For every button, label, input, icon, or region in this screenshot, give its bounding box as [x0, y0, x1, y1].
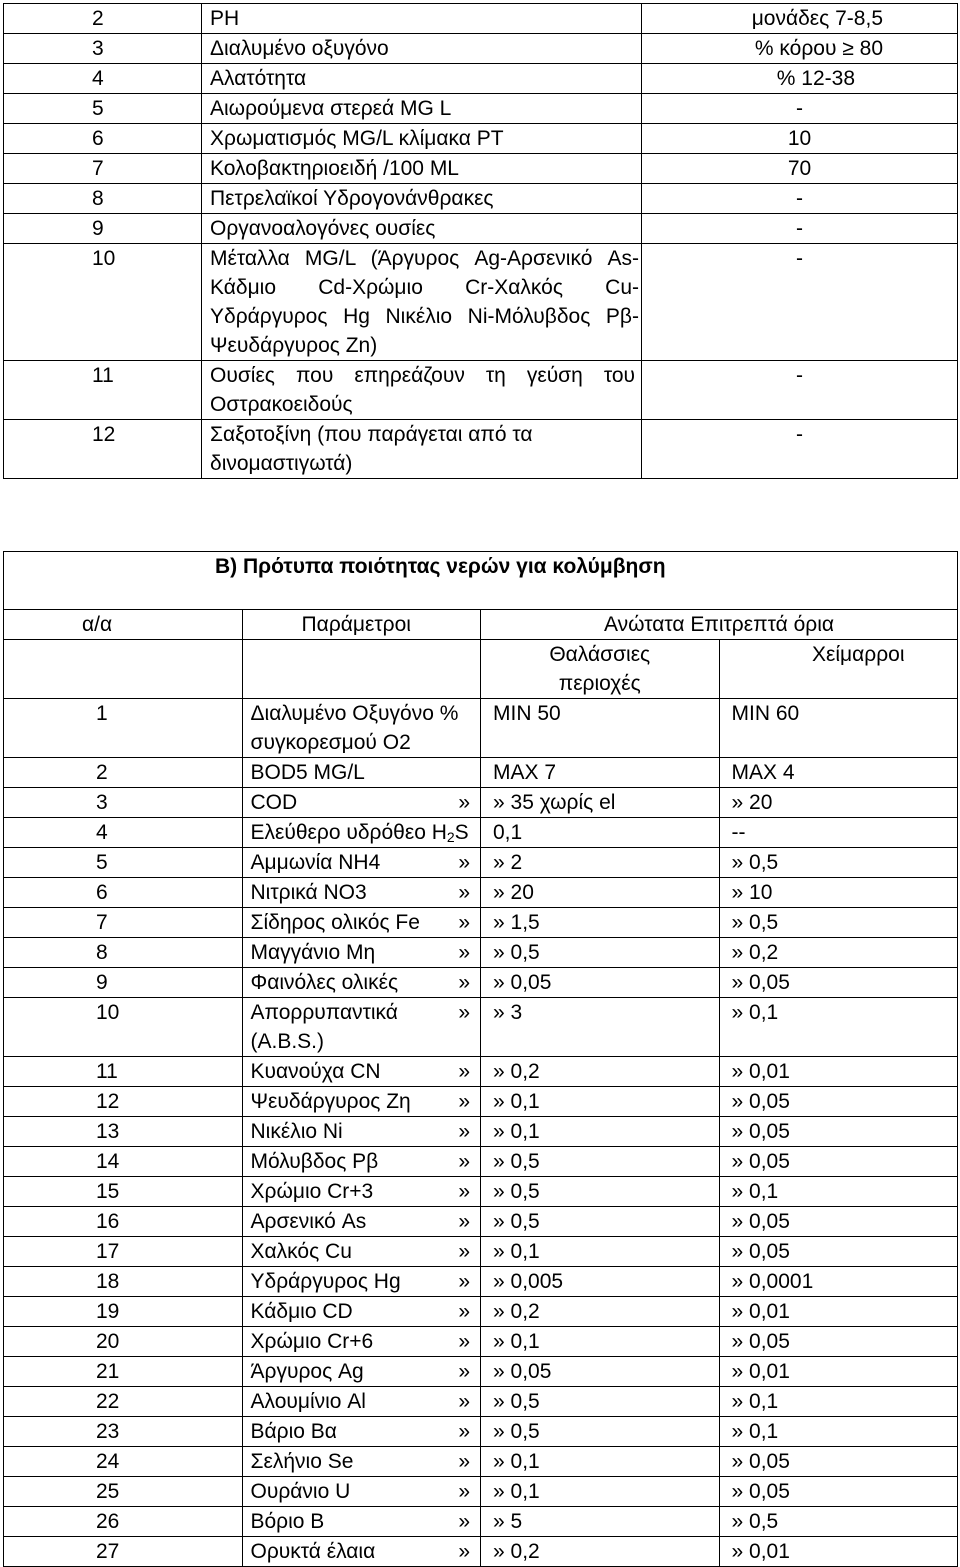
river-limit: » 0,1: [719, 998, 958, 1057]
parameter-value: % 12-38: [642, 64, 958, 94]
row-number: 11: [4, 361, 202, 420]
ditto-mark: »: [458, 1420, 470, 1443]
parameter-name: Βάριο Βα: [250, 1420, 337, 1443]
row-number: 14: [4, 1147, 243, 1177]
ditto-mark: »: [458, 1270, 470, 1293]
row-number: 6: [4, 124, 202, 154]
sea-limit: » 0,5: [481, 1207, 720, 1237]
sea-limit: » 0,5: [481, 1147, 720, 1177]
sea-limit: MAX 7: [481, 758, 720, 788]
sea-limit: » 0,005: [481, 1267, 720, 1297]
row-number: 15: [4, 1177, 243, 1207]
parameter-cell: [242, 1537, 481, 1567]
river-limit: » 20: [719, 788, 958, 818]
parameter-name: Διαλυμένο Οξυγόνο % συγκορεσμού Ο2: [250, 702, 459, 754]
table-row: [4, 848, 958, 878]
row-number: 11: [4, 1057, 243, 1087]
row-number: 9: [4, 968, 243, 998]
river-limit: » 0,01: [719, 1357, 958, 1387]
ditto-mark: »: [458, 971, 470, 994]
row-number: 10: [4, 998, 243, 1057]
parameter-name: Νιτρικά NO3: [250, 881, 367, 904]
row-number: 18: [4, 1267, 243, 1297]
row-number: 26: [4, 1507, 243, 1537]
row-number: 17: [4, 1237, 243, 1267]
parameter-cell: [242, 1477, 481, 1507]
parameter-name: Φαινόλες ολικές: [250, 971, 399, 994]
table-row: [4, 154, 958, 184]
row-number: 22: [4, 1387, 243, 1417]
table-row: [4, 758, 958, 788]
row-number: 23: [4, 1417, 243, 1447]
table-row: [4, 1537, 958, 1567]
parameter-name-part: Ελεύθερο υδρόθεο H: [250, 821, 447, 844]
parameter-name: Υδράργυρος Hg: [250, 1270, 401, 1293]
table-title: Β) Πρότυπα ποιότητας νερών για κολύμβηση: [4, 552, 958, 610]
row-number: 12: [4, 1087, 243, 1117]
river-limit: » 0,1: [719, 1417, 958, 1447]
parameter-name: COD: [250, 791, 298, 814]
parameter-name: Αλουμίνιο Al: [250, 1390, 366, 1413]
river-limit: » 0,5: [719, 908, 958, 938]
parameter-name: Σελήνιο Se: [250, 1450, 354, 1473]
parameter-cell: [242, 788, 481, 818]
table-row: [4, 1327, 958, 1357]
header-limits: Ανώτατα Επιτρεπτά όρια: [481, 610, 958, 640]
parameter-name: Χαλκός Cu: [250, 1240, 352, 1263]
ditto-mark: »: [458, 1180, 470, 1203]
row-number: 27: [4, 1537, 243, 1567]
ditto-mark: »: [458, 1360, 470, 1383]
parameter-name: Άργυρος Ag: [250, 1360, 364, 1383]
table-row: [4, 184, 958, 214]
ditto-mark: »: [458, 881, 470, 904]
sea-limit: » 20: [481, 878, 720, 908]
ditto-mark: »: [458, 1540, 470, 1563]
parameter-cell: [242, 1177, 481, 1207]
ditto-mark: »: [458, 791, 470, 814]
ditto-mark: »: [458, 1330, 470, 1353]
ditto-mark: »: [458, 1240, 470, 1263]
parameter-value: -: [642, 94, 958, 124]
table-row: [4, 1297, 958, 1327]
sea-limit: » 5: [481, 1507, 720, 1537]
row-number: 21: [4, 1357, 243, 1387]
row-number: 9: [4, 214, 202, 244]
header-number: α/α: [4, 610, 243, 640]
row-number: 12: [4, 420, 202, 479]
parameter-name: Αιωρούμενα στερεά MG L: [202, 94, 642, 124]
table-row: [4, 1087, 958, 1117]
river-limit: MAX 4: [719, 758, 958, 788]
parameter-cell: [242, 1387, 481, 1417]
ditto-mark: »: [458, 1390, 470, 1413]
table-row: [4, 1417, 958, 1447]
ditto-mark: »: [458, 851, 470, 874]
river-limit: » 0,01: [719, 1057, 958, 1087]
parameter-cell: [242, 968, 481, 998]
table-row: [4, 878, 958, 908]
parameter-value: -: [642, 420, 958, 479]
river-limit: » 0,05: [719, 1147, 958, 1177]
sea-limit: » 0,05: [481, 968, 720, 998]
parameter-name: BOD5 MG/L: [250, 761, 365, 784]
parameter-name: Κυανούχα CN: [250, 1060, 381, 1083]
table-row: [4, 124, 958, 154]
parameter-name: Πετρελαϊκοί Υδρογονάνθρακες: [202, 184, 642, 214]
ditto-mark: »: [458, 1150, 470, 1173]
header-sea-areas: Θαλάσσιες περιοχές: [481, 640, 720, 699]
row-number: 4: [4, 818, 243, 848]
parameter-cell: [242, 1057, 481, 1087]
table-row: [4, 1507, 958, 1537]
parameter-cell: [242, 1087, 481, 1117]
table-row: [4, 1447, 958, 1477]
sea-limit: 0,1: [481, 818, 720, 848]
sea-limit: » 0,5: [481, 1177, 720, 1207]
parameter-value: -: [642, 361, 958, 420]
row-number: 6: [4, 878, 243, 908]
sea-limit: » 0,1: [481, 1327, 720, 1357]
row-number: 5: [4, 848, 243, 878]
parameter-cell: [242, 1507, 481, 1537]
table-row: [4, 1387, 958, 1417]
table-row: [4, 1237, 958, 1267]
river-limit: » 0,01: [719, 1537, 958, 1567]
row-number: 7: [4, 154, 202, 184]
ditto-mark: »: [458, 1510, 470, 1533]
ditto-mark: »: [458, 1450, 470, 1473]
sea-limit: » 0,05: [481, 1357, 720, 1387]
table-row: [4, 1177, 958, 1207]
river-limit: » 0,1: [719, 1387, 958, 1417]
river-limit: » 0,2: [719, 938, 958, 968]
river-limit: » 0,05: [719, 1327, 958, 1357]
sea-limit: MIN 50: [481, 699, 720, 758]
table-row: [4, 699, 958, 758]
parameter-cell: [242, 1207, 481, 1237]
table-row: [4, 4, 958, 34]
table-row: [4, 1117, 958, 1147]
parameter-cell: [242, 818, 481, 848]
parameter-cell: [242, 1327, 481, 1357]
parameter-cell: [242, 699, 481, 758]
table-row: [4, 94, 958, 124]
river-limit: » 0,05: [719, 1087, 958, 1117]
table-title-row: [4, 552, 958, 610]
parameter-name: Νικέλιο Ni: [250, 1120, 343, 1143]
parameter-cell: [242, 1267, 481, 1297]
sea-limit: » 0,1: [481, 1447, 720, 1477]
sea-limit: » 35 χωρίς el: [481, 788, 720, 818]
ditto-mark: »: [458, 1120, 470, 1143]
sea-limit: » 0,2: [481, 1537, 720, 1567]
table-subheader-row: [4, 640, 958, 699]
ditto-mark: »: [458, 1090, 470, 1113]
row-number: 16: [4, 1207, 243, 1237]
sea-limit: » 0,1: [481, 1087, 720, 1117]
parameter-name-part: S: [454, 821, 469, 844]
table-row: [4, 818, 958, 848]
row-number: 19: [4, 1297, 243, 1327]
table-row: [4, 244, 958, 361]
parameter-cell: [242, 1447, 481, 1477]
parameter-name: Σίδηρος ολικός Fe: [250, 911, 420, 934]
parameter-cell: [242, 758, 481, 788]
sea-limit: » 0,1: [481, 1117, 720, 1147]
row-number: 8: [4, 184, 202, 214]
sea-limit: » 0,1: [481, 1237, 720, 1267]
parameter-cell: [242, 848, 481, 878]
sea-limit: » 2: [481, 848, 720, 878]
sea-limit: » 0,1: [481, 1477, 720, 1507]
sea-limit: » 0,5: [481, 1387, 720, 1417]
row-number: 25: [4, 1477, 243, 1507]
parameter-name: Κάδμιο CD: [250, 1300, 353, 1323]
row-number: 3: [4, 34, 202, 64]
river-limit: » 0,0001: [719, 1267, 958, 1297]
parameter-name: Χρωματισμός MG/L κλίμακα PT: [202, 124, 642, 154]
ditto-mark: »: [458, 1210, 470, 1233]
table-row: [4, 1147, 958, 1177]
parameter-name: Αλατότητα: [202, 64, 642, 94]
parameter-value: % κόρου ≥ 80: [642, 34, 958, 64]
parameter-name: Ουσίες που επηρεάζουν τη γεύση του Οστρακοειδούς: [202, 361, 642, 420]
row-number: 2: [4, 4, 202, 34]
river-limit: » 0,5: [719, 1507, 958, 1537]
parameter-cell: [242, 878, 481, 908]
table-b: [3, 551, 958, 1567]
row-number: 10: [4, 244, 202, 361]
parameter-name: Απορρυπαντικά (A.B.S.): [250, 1001, 398, 1053]
row-number: 13: [4, 1117, 243, 1147]
ditto-mark: »: [458, 1300, 470, 1323]
table-row: [4, 788, 958, 818]
row-number: 1: [4, 699, 243, 758]
parameter-name: Χρώμιο Cr+6: [250, 1330, 374, 1353]
parameter-name: [251, 818, 469, 847]
river-limit: » 0,05: [719, 1477, 958, 1507]
river-limit: » 10: [719, 878, 958, 908]
river-limit: » 0,01: [719, 1297, 958, 1327]
parameter-name: PH: [202, 4, 642, 34]
river-limit: » 0,05: [719, 1447, 958, 1477]
sea-limit: » 1,5: [481, 908, 720, 938]
table-row: [4, 908, 958, 938]
river-limit: --: [719, 818, 958, 848]
parameter-name: Ουράνιο U: [250, 1480, 351, 1503]
parameter-cell: [242, 1297, 481, 1327]
parameter-cell: [242, 998, 481, 1057]
parameter-value: -: [642, 214, 958, 244]
parameter-cell: [242, 1147, 481, 1177]
parameter-name: Σαξοτοξίνη (που παράγεται από τα δινομαστιγωτά): [202, 420, 642, 479]
table-a: [3, 3, 958, 479]
parameter-value: -: [642, 244, 958, 361]
parameter-name: Οργανοαλογόνες ουσίες: [202, 214, 642, 244]
table-row: [4, 420, 958, 479]
table-row: [4, 361, 958, 420]
table-row: [4, 968, 958, 998]
row-number: 5: [4, 94, 202, 124]
parameter-name: Αμμωνία NH4: [250, 851, 381, 874]
table-row: [4, 1057, 958, 1087]
row-number: 8: [4, 938, 243, 968]
header-rivers: Χείμαρροι: [719, 640, 958, 699]
parameter-name: Ψευδάργυρος Zη: [250, 1090, 411, 1113]
ditto-mark: »: [458, 1480, 470, 1503]
table-header-row: [4, 610, 958, 640]
row-number: 24: [4, 1447, 243, 1477]
sea-limit: » 3: [481, 998, 720, 1057]
table-row: [4, 1477, 958, 1507]
parameter-value: -: [642, 184, 958, 214]
river-limit: MIN 60: [719, 699, 958, 758]
parameter-value: μονάδες 7-8,5: [642, 4, 958, 34]
river-limit: » 0,05: [719, 1207, 958, 1237]
parameter-name: Διαλυμένο οξυγόνο: [202, 34, 642, 64]
ditto-mark: »: [458, 911, 470, 934]
parameter-name: Μόλυβδος Ρβ: [250, 1150, 379, 1173]
table-b-body: [4, 699, 958, 1567]
parameter-name: Μαγγάνιο Mη: [250, 941, 376, 964]
parameter-name: Αρσενικό As: [250, 1210, 367, 1233]
ditto-mark: »: [458, 1060, 470, 1083]
parameter-name: Κολοβακτηριοειδή /100 ML: [202, 154, 642, 184]
parameter-cell: [242, 1117, 481, 1147]
sea-limit: » 0,2: [481, 1057, 720, 1087]
row-number: 7: [4, 908, 243, 938]
parameter-cell: [242, 1417, 481, 1447]
river-limit: » 0,5: [719, 848, 958, 878]
parameter-value: 10: [642, 124, 958, 154]
parameter-cell: [242, 908, 481, 938]
table-row: [4, 938, 958, 968]
table-row: [4, 64, 958, 94]
parameter-cell: [242, 938, 481, 968]
parameter-name: Χρώμιο Cr+3: [250, 1180, 374, 1203]
table-row: [4, 1267, 958, 1297]
sea-limit: » 0,5: [481, 938, 720, 968]
row-number: 3: [4, 788, 243, 818]
parameter-value: 70: [642, 154, 958, 184]
parameter-subscript: 2: [446, 829, 455, 845]
table-row: [4, 1207, 958, 1237]
river-limit: » 0,05: [719, 1237, 958, 1267]
row-number: 20: [4, 1327, 243, 1357]
parameter-name: Ορυκτά έλαια: [250, 1540, 376, 1563]
table-row: [4, 214, 958, 244]
row-number: 4: [4, 64, 202, 94]
parameter-cell: [242, 1237, 481, 1267]
header-parameters: Παράμετροι: [242, 610, 481, 640]
row-number: 2: [4, 758, 243, 788]
river-limit: » 0,1: [719, 1177, 958, 1207]
table-row: [4, 34, 958, 64]
river-limit: » 0,05: [719, 1117, 958, 1147]
table-row: [4, 1357, 958, 1387]
ditto-mark: »: [458, 941, 470, 964]
river-limit: » 0,05: [719, 968, 958, 998]
parameter-name: Μέταλλα MG/L (Άργυρος Ag-Αρσενικό As-Κάδμιο Cd-Χρώμιο Cr-Χαλκός Cu-Υδράργυρος Hg Νικέλιο Ni-Μόλυβδος Ρβ-Ψευδάργυρος Zn): [202, 244, 642, 361]
sea-limit: » 0,2: [481, 1297, 720, 1327]
parameter-name: Βόριο Β: [250, 1510, 325, 1533]
ditto-mark: »: [458, 1001, 470, 1024]
sea-limit: » 0,5: [481, 1417, 720, 1447]
table-row: [4, 998, 958, 1057]
parameter-cell: [242, 1357, 481, 1387]
